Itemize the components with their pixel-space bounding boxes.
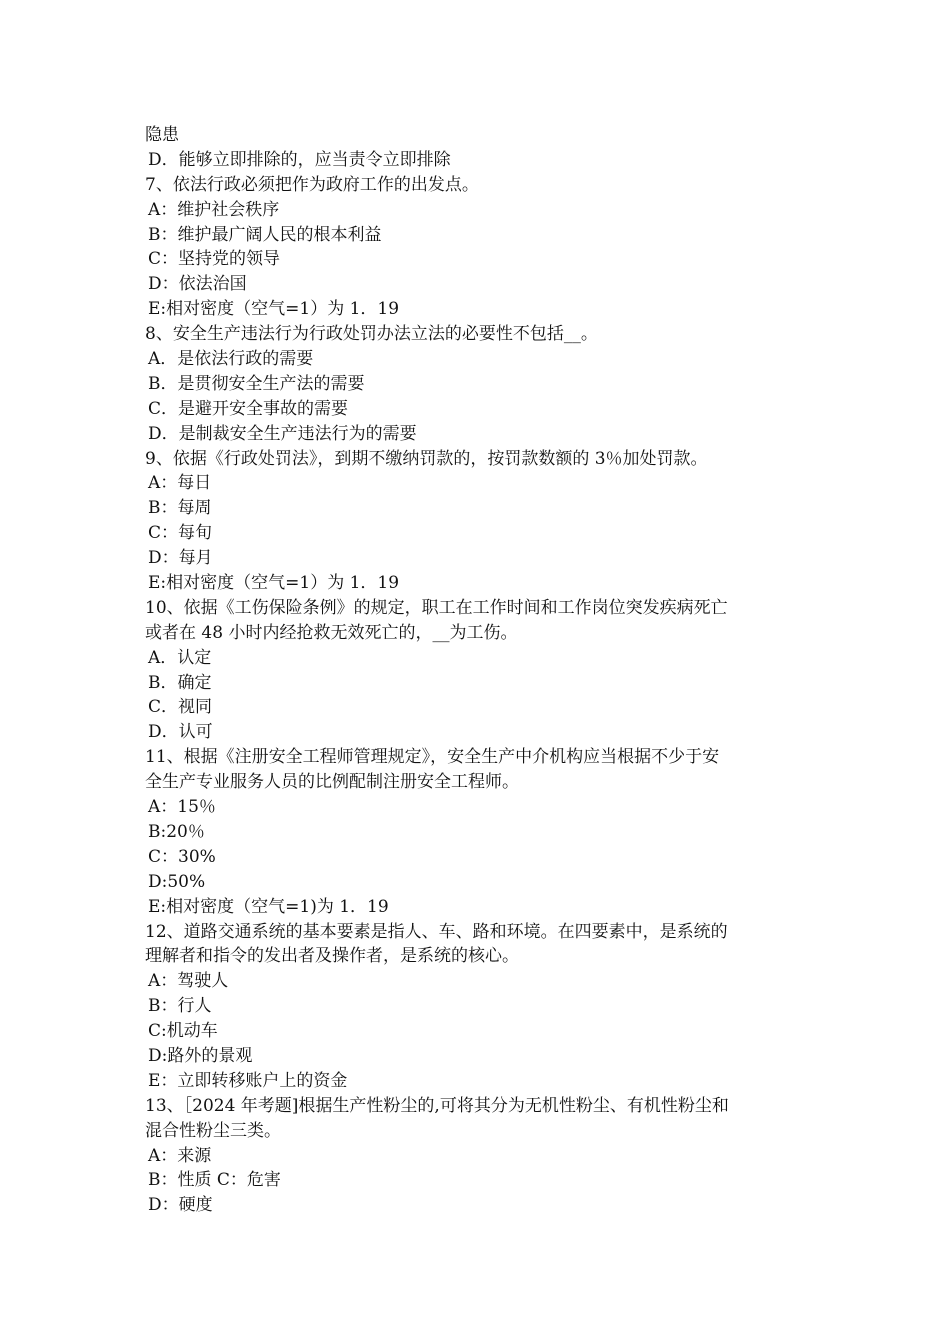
option-line: D：硬度 [148,1195,213,1216]
option-line: D．是制裁安全生产违法行为的需要 [148,423,417,444]
question-line: 7、依法行政必须把作为政府工作的出发点。 [145,174,479,195]
question-line: 11、根据《注册安全工程师管理规定》，安全生产中介机构应当根据不少于安 [145,747,720,768]
document-body [145,123,815,1218]
option-line: D．认可 [148,722,213,743]
text-line: 全生产专业服务人员的比例配制注册安全工程师。 [145,772,519,793]
question-line: 10、依据《工伤保险条例》的规定，职工在工作时间和工作岗位突发疾病死亡 [145,597,728,618]
option-line: D．能够立即排除的，应当责令立即排除 [148,149,451,170]
option-line: A：维护社会秩序 [148,199,280,220]
option-line: E:相对密度（空气=1)为 1．19 [148,896,389,917]
option-line: E:相对密度（空气=1）为 1．19 [148,573,400,594]
option-line: A：每日 [148,473,212,494]
option-line: E:相对密度（空气=1）为 1．19 [148,299,400,320]
option-line: C：30% [148,846,216,867]
option-line: C:机动车 [148,1021,218,1042]
option-line: A．认定 [148,647,212,668]
option-line: C：每旬 [148,523,213,544]
option-line: A．是依法行政的需要 [148,349,314,370]
text-line: 隐患 [145,125,179,145]
option-line: B．是贯彻安全生产法的需要 [148,373,365,394]
question-line: 12、道路交通系统的基本要素是指人、车、路和环境。在四要素中，是系统的 [145,921,728,942]
question-line: 8、安全生产违法行为行政处罚办法立法的必要性不包括__。 [145,324,598,345]
option-line: B：每周 [148,498,212,519]
option-line: B：维护最广阔人民的根本利益 [148,224,382,245]
question-line: 13、［2024 年考题]根据生产性粉尘的,可将其分为无机性粉尘、有机性粉尘和 [145,1095,729,1116]
option-line: A：来源 [148,1145,212,1166]
option-line: D:路外的景观 [148,1045,253,1066]
option-line: B：行人 [148,996,212,1017]
option-line: C：坚持党的领导 [148,249,281,270]
option-line: C．视同 [148,697,213,718]
option-line: B:20％ [148,821,205,842]
option-line: A：15％ [148,797,216,818]
option-line: C．是避开安全事故的需要 [148,398,349,419]
option-line: E：立即转移账户上的资金 [148,1070,348,1091]
option-line: B：性质 C：危害 [148,1170,281,1191]
text-line: 理解者和指令的发出者及操作者，是系统的核心。 [145,946,519,967]
option-line: D：每月 [148,548,213,569]
option-line: A：驾驶人 [148,971,229,992]
option-line: D：依法治国 [148,274,247,295]
option-line: D:50% [148,871,206,892]
question-line: 9、依据《行政处罚法》，到期不缴纳罚款的，按罚款数额的 3％加处罚款。 [145,448,708,469]
option-line: B．确定 [148,672,212,693]
text-line: 混合性粉尘三类。 [145,1120,281,1141]
text-line: 或者在 48 小时内经抢救无效死亡的，__为工伤。 [145,622,518,643]
